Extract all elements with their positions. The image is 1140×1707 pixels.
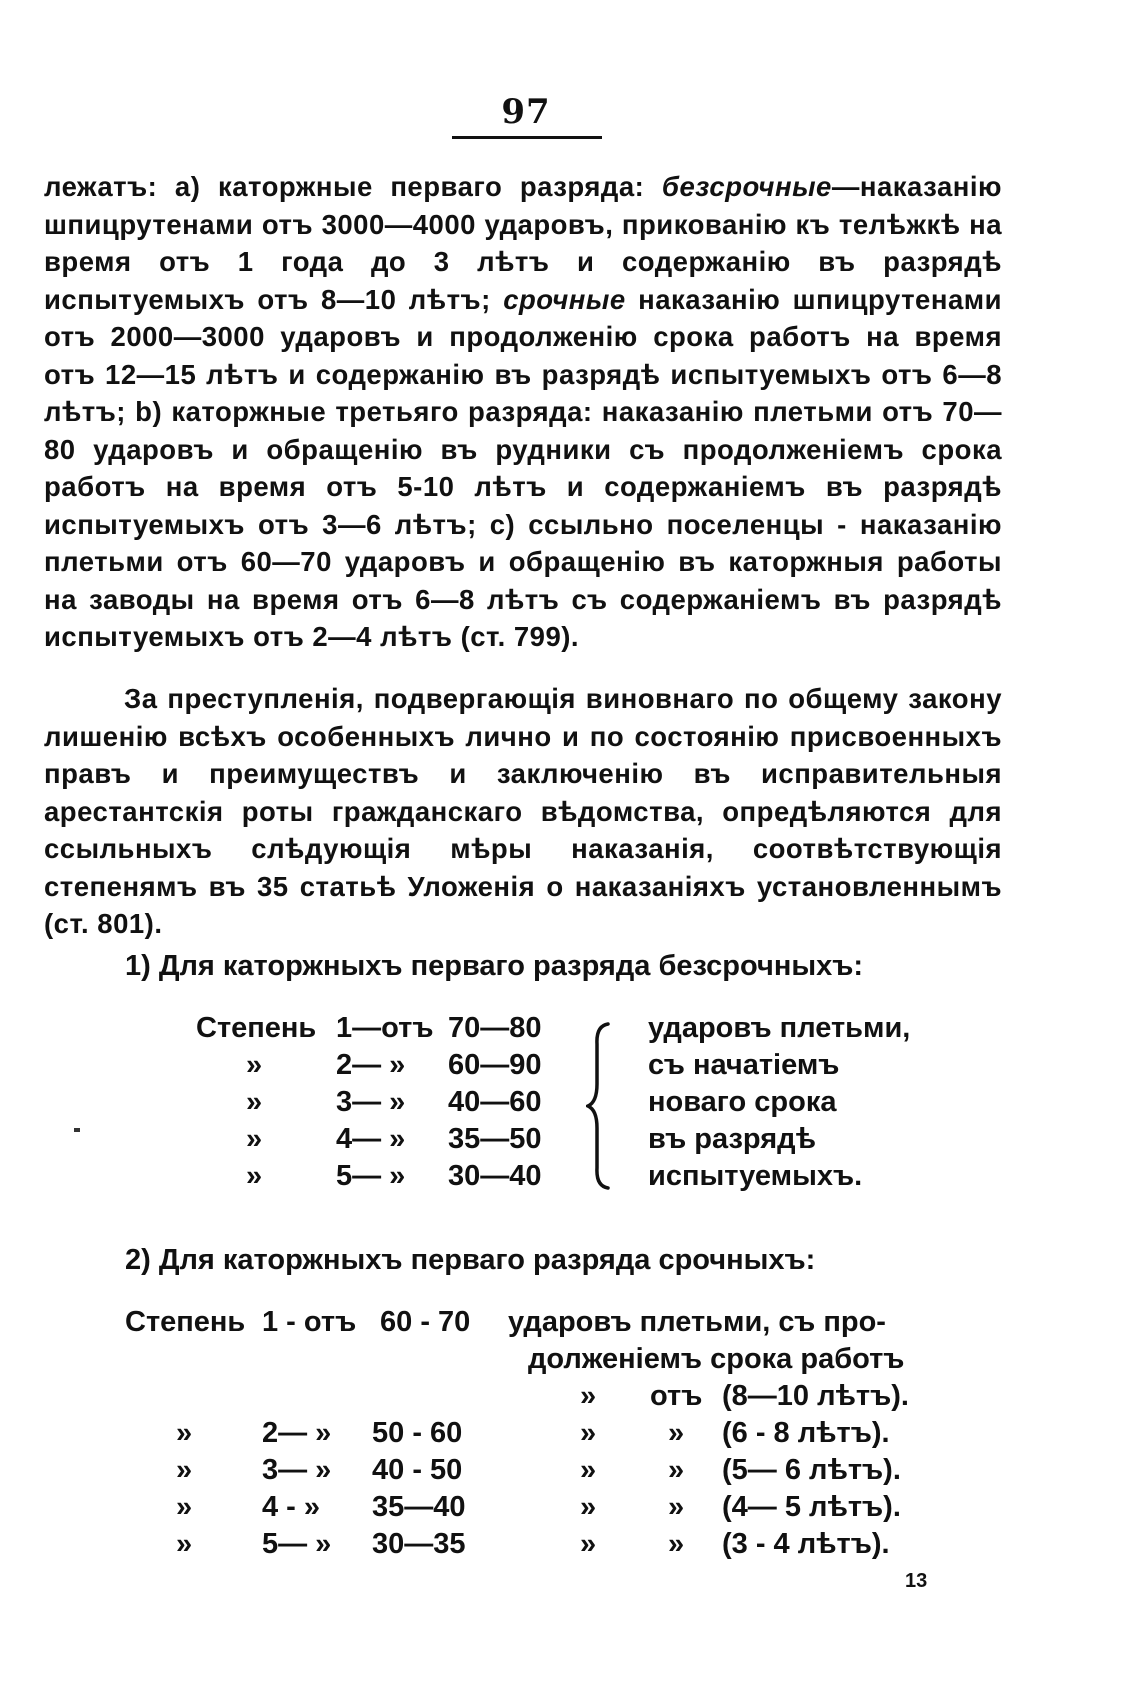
emphasis-srochnye: срочные — [503, 283, 626, 315]
row-degree: 5— » — [336, 1160, 406, 1192]
row-term: (4— 5 лѣтъ). — [722, 1491, 901, 1523]
paragraph-article-801: За преступленія, подвергающія виновнаго по общему закону лишенію всѣхъ особенныхъ лично и по состоянію присвоенныхъ правъ и преимуществъ и заключенію въ исправительныя арестантскія роты гражданскаго вѣдомства, опредѣляются для ссыльныхъ слѣдующія мѣры наказанія, соотвѣтствующія степенямъ въ 35 статьѣ Уложенія о наказаніяхъ установленнымъ (ст. 801). — [44, 683, 1002, 939]
row-from: отъ — [650, 1380, 703, 1412]
row-ditto-mark: » — [580, 1454, 597, 1486]
row-text: испытуемыхъ. — [648, 1160, 863, 1192]
row-term: (5— 6 лѣтъ). — [722, 1454, 901, 1486]
row-ditto-mark: » — [580, 1380, 597, 1412]
paragraph-text: лежатъ: a) каторжные перваго разряда: — [44, 171, 662, 202]
emphasis-bezsrochnye: безсрочные — [661, 171, 832, 202]
row-text: новаго срока — [648, 1086, 837, 1118]
section-1-heading: 1) Для каторжныхъ перваго разряда безсрочныхъ: — [125, 950, 864, 982]
row-range: 35—50 — [448, 1123, 542, 1155]
row-degree: 4— » — [336, 1123, 406, 1155]
paragraph-text: наказанію шпицрутенами отъ 2000—3000 ударовъ и продолженію срока работъ на время отъ 12—15 лѣтъ и содержанію въ разрядѣ испытуемыхъ отъ 6—8 лѣтъ; b) каторжные третьяго разряда: наказанію плетьми отъ 70—80 ударовъ и обращенію въ рудники съ продолженіемъ срока работъ на время отъ 5-10 лѣтъ и содержаніемъ въ разрядѣ испытуемыхъ отъ 3—6 лѣтъ; c) ссыльно поселенцы - наказанію плетьми отъ 60—70 ударовъ и обращенію въ каторжныя работы на заводы на время отъ 6—8 лѣтъ съ содержаніемъ въ разрядѣ испытуемыхъ отъ 2—4 лѣтъ (ст. 799). — [44, 283, 1002, 652]
row-degree: 1 - отъ — [262, 1306, 357, 1338]
row-text-continued: долженіемъ срока работъ — [528, 1343, 905, 1375]
row-degree: 2— » — [262, 1417, 332, 1449]
row-text: ударовъ плетьми, съ про- — [508, 1306, 886, 1338]
row-ditto-mark: » — [668, 1491, 685, 1523]
row-term: (3 - 4 лѣтъ). — [722, 1528, 890, 1560]
row-range: 30—40 — [448, 1160, 542, 1192]
row-label: Степень — [196, 1012, 317, 1044]
paragraph-article-799 — [44, 168, 1002, 656]
row-degree: 5— » — [262, 1528, 332, 1560]
row-range: 35—40 — [372, 1491, 466, 1523]
row-range: 40—60 — [448, 1086, 542, 1118]
row-term: (8—10 лѣтъ). — [722, 1380, 909, 1412]
page-number-underline — [452, 136, 602, 139]
row-label: » — [176, 1417, 193, 1449]
row-ditto-mark: » — [580, 1528, 597, 1560]
row-range: 40 - 50 — [372, 1454, 463, 1486]
row-range: 70—80 — [448, 1012, 542, 1044]
ink-speck — [74, 1128, 80, 1132]
row-range: 50 - 60 — [372, 1417, 463, 1449]
row-text: ударовъ плетьми, — [648, 1012, 911, 1044]
row-label: » — [176, 1491, 193, 1523]
row-text: въ разрядѣ — [648, 1123, 816, 1155]
row-ditto-mark: » — [668, 1528, 685, 1560]
row-label: Степень — [125, 1306, 246, 1338]
row-ditto-mark: » — [580, 1491, 597, 1523]
row-range: 60 - 70 — [380, 1306, 471, 1338]
page-number: 97 — [501, 92, 551, 132]
row-degree: 3— » — [336, 1086, 406, 1118]
row-range: 60—90 — [448, 1049, 542, 1081]
row-term: (6 - 8 лѣтъ). — [722, 1417, 890, 1449]
row-text: съ начатіемъ — [648, 1049, 840, 1081]
row-label: » — [246, 1160, 263, 1192]
row-range: 30—35 — [372, 1528, 466, 1560]
signature-mark: 13 — [905, 1570, 928, 1592]
row-ditto-mark: » — [668, 1454, 685, 1486]
row-label: » — [246, 1086, 263, 1118]
row-ditto-mark: » — [668, 1417, 685, 1449]
row-degree: 4 - » — [262, 1491, 321, 1523]
curly-brace-icon — [586, 1022, 616, 1190]
section-2-heading: 2) Для каторжныхъ перваго разряда срочныхъ: — [125, 1244, 816, 1276]
row-ditto-mark: » — [580, 1417, 597, 1449]
row-degree: 3— » — [262, 1454, 332, 1486]
row-label: » — [176, 1528, 193, 1560]
row-label: » — [246, 1123, 263, 1155]
paragraph-text: —наказанію шпицрутенами отъ 3000—4000 ударовъ, прикованію къ телѣжкѣ на время отъ 1 года до 3 лѣтъ и содержанію въ разрядѣ испытуемыхъ отъ 8—10 лѣтъ; — [44, 171, 1002, 315]
row-degree: 1—отъ — [336, 1012, 434, 1044]
row-label: » — [176, 1454, 193, 1486]
row-label: » — [246, 1049, 263, 1081]
row-degree: 2— » — [336, 1049, 406, 1081]
